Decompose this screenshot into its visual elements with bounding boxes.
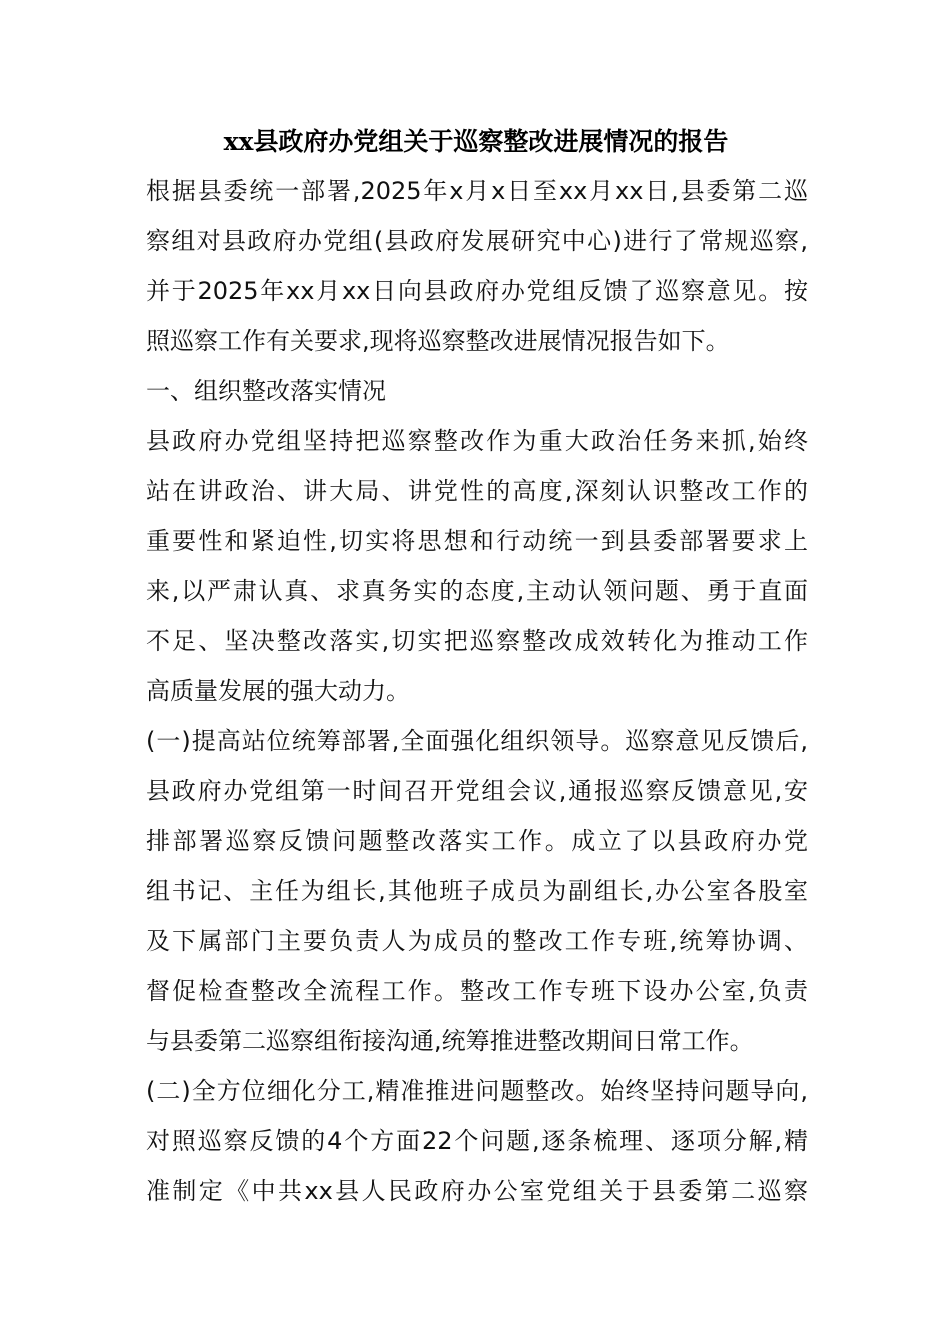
body-line-3: 并于2025年xx月xx日向县政府办党组反馈了巡察意见。按 — [146, 277, 808, 305]
body-line-1: 根据县委统一部署,2025年x月x日至xx月xx日,县委第二巡 — [146, 177, 808, 205]
body-line-20: 对照巡察反馈的4个方面22个问题,逐条梳理、逐项分解,精 — [146, 1127, 808, 1155]
body-line-11: 高质量发展的强大动力。 — [146, 677, 410, 705]
body-line-4: 照巡察工作有关要求,现将巡察整改进展情况报告如下。 — [146, 327, 730, 355]
body-line-14: 排部署巡察反馈问题整改落实工作。成立了以县政府办党 — [146, 827, 808, 855]
body-line-17: 督促检查整改全流程工作。整改工作专班下设办公室,负责 — [146, 977, 808, 1005]
body-line-13: 县政府办党组第一时间召开党组会议,通报巡察反馈意见,安 — [146, 777, 808, 805]
body-line-9: 来,以严肃认真、求真务实的态度,主动认领问题、勇于直面 — [146, 577, 808, 605]
body-line-18: 与县委第二巡察组衔接沟通,统筹推进整改期间日常工作。 — [146, 1027, 754, 1055]
body-line-2: 察组对县政府办党组(县政府发展研究中心)进行了常规巡察, — [146, 227, 808, 255]
body-line-21: 准制定《中共xx县人民政府办公室党组关于县委第二巡察 — [146, 1177, 808, 1205]
body-line-15: 组书记、主任为组长,其他班子成员为副组长,办公室各股室 — [146, 877, 808, 905]
subsection-line-2: (二)全方位细化分工,精准推进问题整改。始终坚持问题导向, — [146, 1077, 808, 1105]
body-line-6: 县政府办党组坚持把巡察整改作为重大政治任务来抓,始终 — [146, 427, 808, 455]
body-line-10: 不足、坚决整改落实,切实把巡察整改成效转化为推动工作 — [146, 627, 808, 655]
document-title: xx县政府办党组关于巡察整改进展情况的报告 — [223, 127, 729, 156]
section-heading-1: 一、组织整改落实情况 — [146, 377, 386, 405]
body-line-7: 站在讲政治、讲大局、讲党性的高度,深刻认识整改工作的 — [146, 477, 808, 505]
body-line-16: 及下属部门主要负责人为成员的整改工作专班,统筹协调、 — [146, 927, 808, 955]
subsection-line-1: (一)提高站位统筹部署,全面强化组织领导。巡察意见反馈后, — [146, 727, 808, 755]
body-line-8: 重要性和紧迫性,切实将思想和行动统一到县委部署要求上 — [146, 527, 808, 555]
